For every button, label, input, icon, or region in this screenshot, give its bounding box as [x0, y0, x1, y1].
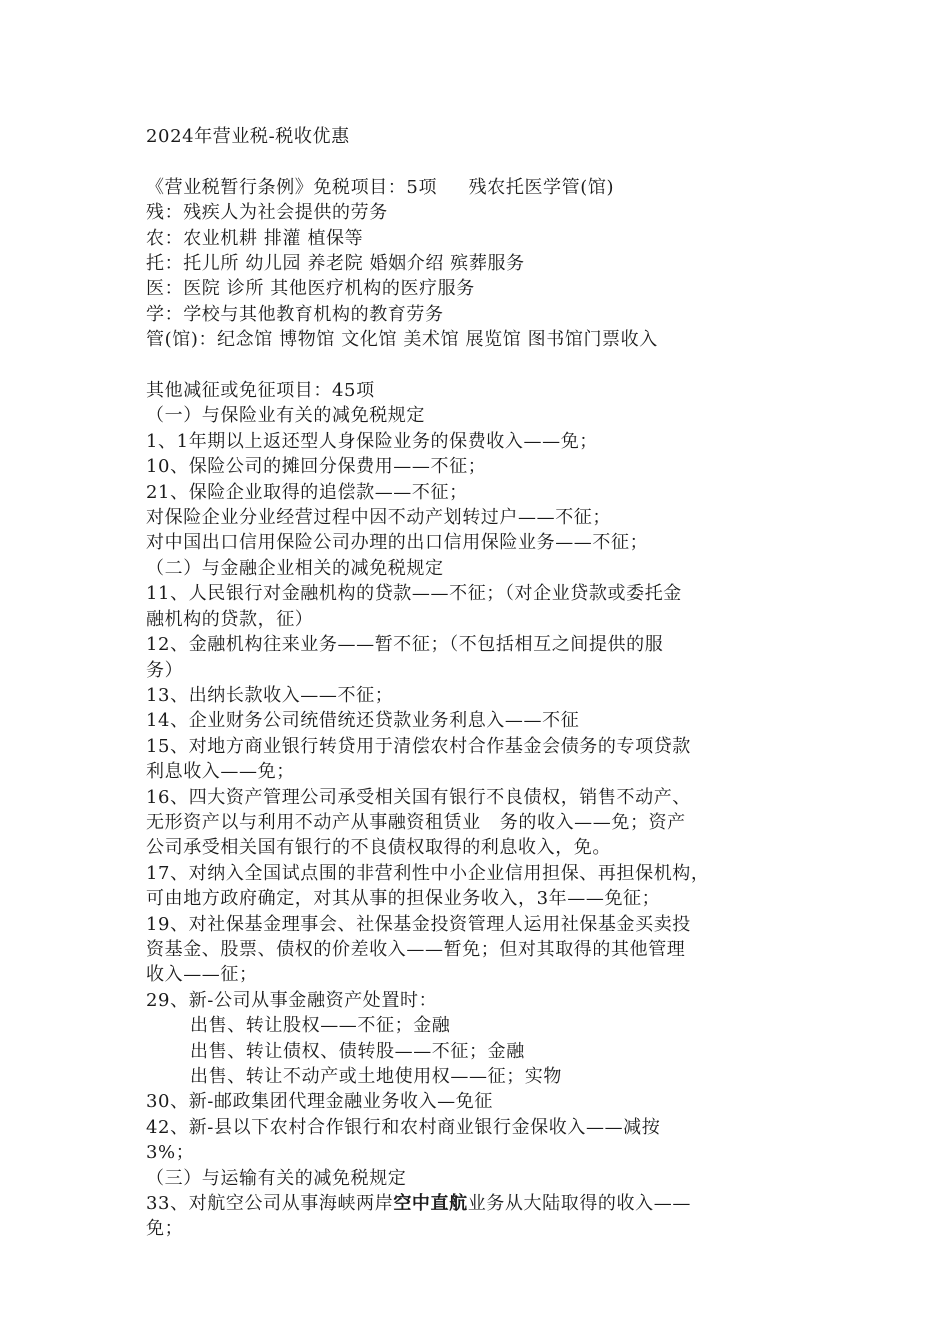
finance-item: 16、四大资产管理公司承受相关国有银行不良债权，销售不动产、	[146, 786, 691, 808]
insurance-item: 1、1年期以上返还型人身保险业务的保费收入——免；	[146, 430, 598, 452]
finance-item: 14、企业财务公司统借统还贷款业务利息入——不征	[146, 710, 580, 732]
finance-item: 公司承受相关国有银行的不良债权取得的利息收入，免。	[146, 837, 611, 859]
transport-item-prefix: 33、对航空公司从事海峡两岸	[146, 1193, 394, 1215]
exempt-item-agriculture: 农：农业机耕 排灌 植保等	[146, 227, 364, 249]
finance-sub-item: 出售、转让债权、债转股——不征；金融	[190, 1040, 525, 1062]
exempt-item-disabled: 残：残疾人为社会提供的劳务	[146, 202, 388, 224]
finance-item: 17、对纳入全国试点围的非营利性中小企业信用担保、再担保机构，	[146, 862, 710, 884]
finance-item: 无形资产以与利用不动产从事融资租赁业 务的收入——免；资产	[146, 811, 686, 833]
exempt-item-medical: 医：医院 诊所 其他医疗机构的医疗服务	[146, 278, 475, 300]
finance-item: 42、新-县以下农村合作银行和农村商业银行金保收入——减按	[146, 1116, 661, 1138]
insurance-item: 对保险企业分业经营过程中因不动产划转过户——不征；	[146, 507, 611, 529]
finance-item: 融机构的贷款，征）	[146, 608, 314, 630]
exempt-item-museums: 管(馆)：纪念馆 博物馆 文化馆 美术馆 展览馆 图书馆门票收入	[146, 329, 658, 351]
document-body	[146, 124, 816, 1242]
exempt-item-education: 学：学校与其他教育机构的教育劳务	[146, 303, 444, 325]
finance-section-heading: （二）与金融企业相关的减免税规定	[146, 557, 444, 579]
transport-section-heading: （三）与运输有关的减免税规定	[146, 1167, 407, 1189]
insurance-item: 10、保险公司的摊回分保费用——不征；	[146, 456, 487, 478]
finance-item: 29、新-公司从事金融资产处置时：	[146, 989, 438, 1011]
finance-sub-item: 出售、转让股权——不征；金融	[190, 1015, 451, 1037]
insurance-section-heading: （一）与保险业有关的减免税规定	[146, 405, 425, 427]
finance-item: 可由地方政府确定，对其从事的担保业务收入，3年——免征；	[146, 888, 661, 910]
finance-item: 12、金融机构往来业务——暂不征；（不包括相互之间提供的服	[146, 634, 664, 656]
document-title: 2024年营业税-税收优惠	[146, 126, 350, 147]
transport-item-suffix: 业务从大陆取得的收入——	[467, 1193, 691, 1215]
insurance-item: 21、保险企业取得的追偿款——不征；	[146, 481, 468, 503]
finance-item: 利息收入——免；	[146, 761, 295, 783]
exempt-items-heading: 《营业税暂行条例》免税项目：5项 残农托医学管(馆)	[146, 176, 615, 198]
exempt-item-childcare: 托：托儿所 幼儿园 养老院 婚姻介绍 殡葬服务	[146, 253, 525, 275]
finance-sub-item: 出售、转让不动产或土地使用权——征；实物	[190, 1066, 562, 1087]
finance-item: 13、出纳长款收入——不征；	[146, 684, 394, 706]
finance-item: 资基金、股票、债权的价差收入——暂免；但对其取得的其他管理	[146, 938, 686, 960]
finance-item: 30、新-邮政集团代理金融业务收入—免征	[146, 1091, 493, 1113]
insurance-item: 对中国出口信用保险公司办理的出口信用保险业务——不征；	[146, 532, 649, 554]
transport-item	[146, 1191, 816, 1216]
transport-item-bold: 空中直航	[393, 1193, 468, 1215]
finance-item: 务）	[146, 659, 184, 681]
finance-item: 19、对社保基金理事会、社保基金投资管理人运用社保基金买卖投	[146, 913, 691, 935]
finance-item: 收入——征；	[146, 964, 258, 986]
finance-item: 11、人民银行对金融机构的贷款——不征；（对企业贷款或委托金	[146, 583, 682, 605]
finance-item: 3%；	[146, 1142, 195, 1164]
other-items-heading: 其他减征或免征项目：45项	[146, 380, 375, 402]
finance-item: 15、对地方商业银行转贷用于清偿农村合作基金会债务的专项贷款	[146, 735, 691, 757]
transport-item-end: 免；	[146, 1218, 184, 1240]
